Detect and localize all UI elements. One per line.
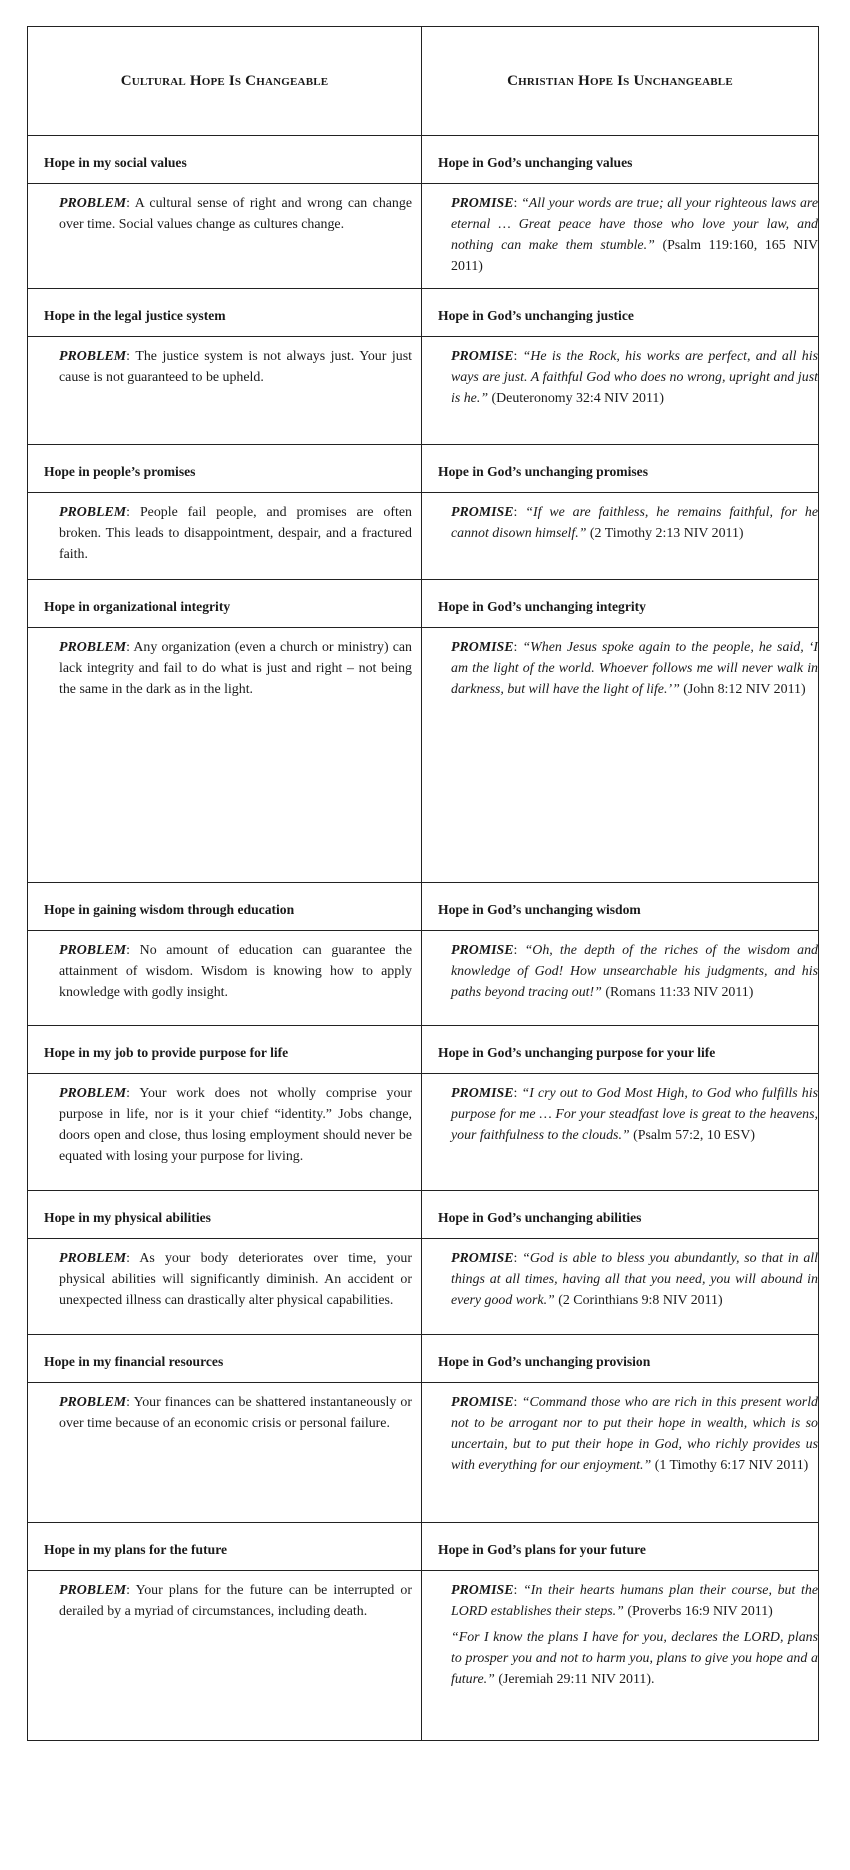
problem-cell: PROBLEM: A cultural sense of right and wrong can change over time. Social values change as cultures change. bbox=[28, 184, 422, 289]
promise-reference: (Psalm 57:2, 10 ESV) bbox=[629, 1128, 756, 1143]
table-row bbox=[28, 1523, 819, 1571]
table-row bbox=[28, 580, 819, 628]
promise-reference: (Romans 11:33 NIV 2011) bbox=[601, 985, 754, 1000]
table-row bbox=[28, 136, 819, 184]
problem-label: PROBLEM bbox=[59, 196, 127, 211]
problem-cell: PROBLEM: People fail people, and promises are often broken. This leads to disappointment, despair, and a fractured faith. bbox=[28, 493, 422, 580]
problem-label: PROBLEM bbox=[59, 943, 127, 958]
promise-reference: (Proverbs 16:9 NIV 2011) bbox=[623, 1604, 773, 1619]
promise-quote: “If we are faithless, he remains faithful, for he cannot disown himself.” bbox=[451, 505, 818, 541]
cultural-hope-heading: Hope in the legal justice system bbox=[28, 289, 422, 337]
table-row bbox=[28, 1026, 819, 1074]
table-row bbox=[28, 1239, 819, 1335]
christian-hope-heading: Hope in God’s unchanging abilities bbox=[422, 1191, 819, 1239]
promise-quote: “Command those who are rich in this present world not to be arrogant nor to put their hope in wealth, which is so uncertain, but to put their hope in God, who richly provides us with everything for our enjoyment.” bbox=[451, 1395, 819, 1473]
promise-reference-2: (Jeremiah 29:11 NIV 2011). bbox=[494, 1672, 655, 1687]
promise-cell: PROMISE: “Oh, the depth of the riches of the wisdom and knowledge of God! How unsearchable his judgments, and his paths beyond tracing out!” (Romans 11:33 NIV 2011) bbox=[422, 931, 819, 1026]
promise-cell: PROMISE: “In their hearts humans plan their course, but the LORD establishes their steps.” (Proverbs 16:9 NIV 2011) “For I know the plans I have for you, declares the LORD, plans to prosper you and not to harm you, plans to give you hope and a future.” (Jeremiah 29:11 NIV 2011). bbox=[422, 1571, 819, 1741]
cultural-hope-heading: Hope in people’s promises bbox=[28, 445, 422, 493]
problem-cell: PROBLEM: Your work does not wholly comprise your purpose in life, nor is it your chief “identity.” Jobs change, doors open and close, thus losing employment should never be equated with losing your purpose for living. bbox=[28, 1074, 422, 1191]
problem-label: PROBLEM bbox=[59, 349, 127, 364]
promise-label: PROMISE bbox=[451, 1583, 514, 1598]
christian-hope-heading: Hope in God’s unchanging promises bbox=[422, 445, 819, 493]
problem-text: No amount of education can guarantee the attainment of wisdom. Wisdom is knowing how to apply knowledge with godly insight. bbox=[59, 943, 412, 1000]
promise-cell: PROMISE: “All your words are true; all your righteous laws are eternal … Great peace have those who love your law, and nothing can make them stumble.” (Psalm 119:160, 165 NIV 2011) bbox=[422, 184, 819, 289]
christian-hope-heading: Hope in God’s plans for your future bbox=[422, 1523, 819, 1571]
column-header-cultural: Cultural Hope Is Changeable bbox=[28, 27, 422, 136]
promise-reference: (Psalm 119:160, 165 NIV 2011) bbox=[451, 238, 818, 274]
promise-quote: “When Jesus spoke again to the people, he said, ‘I am the light of the world. Whoever follows me will never walk in darkness, but will have the light of life.’” bbox=[451, 640, 818, 697]
table-row bbox=[28, 1571, 819, 1741]
promise-quote: “All your words are true; all your righteous laws are eternal … Great peace have those who love your law, and nothing can make them stumble.” bbox=[451, 196, 818, 253]
table-row bbox=[28, 289, 819, 337]
problem-label: PROBLEM bbox=[59, 505, 127, 520]
table-row bbox=[28, 184, 819, 289]
problem-cell: PROBLEM: Your plans for the future can be interrupted or derailed by a myriad of circumstances, including death. bbox=[28, 1571, 422, 1741]
table-header-row bbox=[28, 27, 819, 136]
cultural-hope-heading: Hope in my plans for the future bbox=[28, 1523, 422, 1571]
promise-reference: (1 Timothy 6:17 NIV 2011) bbox=[651, 1458, 809, 1473]
christian-hope-heading: Hope in God’s unchanging provision bbox=[422, 1335, 819, 1383]
problem-cell: PROBLEM: As your body deteriorates over time, your physical abilities will significantly diminish. An accident or unexpected illness can drastically alter physical capabilities. bbox=[28, 1239, 422, 1335]
table-row bbox=[28, 1074, 819, 1191]
document-page bbox=[27, 26, 818, 1741]
promise-cell: PROMISE: “When Jesus spoke again to the people, he said, ‘I am the light of the world. Whoever follows me will never walk in darkness, but will have the light of life.’” (John 8:12 NIV 2011) bbox=[422, 628, 819, 883]
table-row bbox=[28, 1335, 819, 1383]
cultural-hope-heading: Hope in organizational integrity bbox=[28, 580, 422, 628]
promise-cell: PROMISE: “He is the Rock, his works are perfect, and all his ways are just. A faithful God who does no wrong, upright and just is he.” (Deuteronomy 32:4 NIV 2011) bbox=[422, 337, 819, 445]
table-row bbox=[28, 445, 819, 493]
promise-label: PROMISE bbox=[451, 640, 514, 655]
christian-hope-heading: Hope in God’s unchanging justice bbox=[422, 289, 819, 337]
problem-text: As your body deteriorates over time, your physical abilities will significantly diminish. An accident or unexpected illness can drastically alter physical capabilities. bbox=[59, 1251, 412, 1308]
promise-cell: PROMISE: “Command those who are rich in this present world not to be arrogant nor to put their hope in wealth, which is so uncertain, but to put their hope in God, who richly provides us with everything for our enjoyment.” (1 Timothy 6:17 NIV 2011) bbox=[422, 1383, 819, 1523]
problem-text: The justice system is not always just. Your just cause is not guaranteed to be upheld. bbox=[59, 349, 413, 385]
promise-label: PROMISE bbox=[451, 505, 514, 520]
cultural-hope-heading: Hope in gaining wisdom through education bbox=[28, 883, 422, 931]
promise-cell: PROMISE: “If we are faithless, he remains faithful, for he cannot disown himself.” (2 Timothy 2:13 NIV 2011) bbox=[422, 493, 819, 580]
hope-comparison-table bbox=[27, 26, 819, 1741]
column-header-christian: Christian Hope Is Unchangeable bbox=[422, 27, 819, 136]
cultural-hope-heading: Hope in my physical abilities bbox=[28, 1191, 422, 1239]
problem-text: A cultural sense of right and wrong can change over time. Social values change as cultures change. bbox=[59, 196, 412, 232]
promise-reference: (2 Timothy 2:13 NIV 2011) bbox=[586, 526, 744, 541]
problem-cell: PROBLEM: The justice system is not always just. Your just cause is not guaranteed to be upheld. bbox=[28, 337, 422, 445]
table-row bbox=[28, 337, 819, 445]
christian-hope-heading: Hope in God’s unchanging purpose for your life bbox=[422, 1026, 819, 1074]
christian-hope-heading: Hope in God’s unchanging integrity bbox=[422, 580, 819, 628]
promise-quote: “I cry out to God Most High, to God who fulfills his purpose for me … For your steadfast love is great to the heavens, your faithfulness to the clouds.” bbox=[451, 1086, 818, 1143]
problem-cell: PROBLEM: Your finances can be shattered instantaneously or over time because of an economic crisis or personal failure. bbox=[28, 1383, 422, 1523]
problem-text: Your plans for the future can be interrupted or derailed by a myriad of circumstances, including death. bbox=[59, 1583, 412, 1619]
promise-quote: “God is able to bless you abundantly, so that in all things at all times, having all that you need, you will abound in every good work.” bbox=[451, 1251, 818, 1308]
problem-text: Any organization (even a church or ministry) can lack integrity and fail to do what is just and right – not being the same in the dark as in the light. bbox=[59, 640, 412, 697]
table-row bbox=[28, 493, 819, 580]
cultural-hope-heading: Hope in my job to provide purpose for life bbox=[28, 1026, 422, 1074]
problem-label: PROBLEM bbox=[59, 640, 127, 655]
christian-hope-heading: Hope in God’s unchanging wisdom bbox=[422, 883, 819, 931]
promise-cell: PROMISE: “God is able to bless you abundantly, so that in all things at all times, having all that you need, you will abound in every good work.” (2 Corinthians 9:8 NIV 2011) bbox=[422, 1239, 819, 1335]
table-row bbox=[28, 1383, 819, 1523]
problem-text: Your work does not wholly comprise your purpose in life, nor is it your chief “identity.” Jobs change, doors open and close, thus losing employment should never be equated with losing your purpose for living. bbox=[59, 1086, 412, 1164]
promise-label: PROMISE bbox=[451, 1395, 514, 1410]
table-row bbox=[28, 1191, 819, 1239]
problem-text: Your finances can be shattered instantaneously or over time because of an economic crisis or personal failure. bbox=[59, 1395, 412, 1431]
problem-label: PROBLEM bbox=[59, 1251, 127, 1266]
table-row bbox=[28, 628, 819, 883]
cultural-hope-heading: Hope in my financial resources bbox=[28, 1335, 422, 1383]
cultural-hope-heading: Hope in my social values bbox=[28, 136, 422, 184]
promise-label: PROMISE bbox=[451, 1086, 514, 1101]
problem-label: PROBLEM bbox=[59, 1395, 127, 1410]
promise-quote: “He is the Rock, his works are perfect, and all his ways are just. A faithful God who does no wrong, upright and just is he.” bbox=[451, 349, 818, 406]
problem-cell: PROBLEM: No amount of education can guarantee the attainment of wisdom. Wisdom is knowing how to apply knowledge with godly insight. bbox=[28, 931, 422, 1026]
promise-reference: (John 8:12 NIV 2011) bbox=[679, 682, 806, 697]
table-row bbox=[28, 931, 819, 1026]
promise-label: PROMISE bbox=[451, 943, 514, 958]
promise-label: PROMISE bbox=[451, 196, 514, 211]
promise-reference: (Deuteronomy 32:4 NIV 2011) bbox=[488, 391, 664, 406]
christian-hope-heading: Hope in God’s unchanging values bbox=[422, 136, 819, 184]
promise-quote-2: “For I know the plans I have for you, declares the LORD, plans to prosper you and not to harm you, plans to give you hope and a future.” bbox=[451, 1630, 818, 1687]
promise-reference: (2 Corinthians 9:8 NIV 2011) bbox=[554, 1293, 723, 1308]
problem-label: PROBLEM bbox=[59, 1583, 127, 1598]
promise-quote: “Oh, the depth of the riches of the wisdom and knowledge of God! How unsearchable his judgments, and his paths beyond tracing out!” bbox=[451, 943, 818, 1000]
promise-cell: PROMISE: “I cry out to God Most High, to God who fulfills his purpose for me … For your steadfast love is great to the heavens, your faithfulness to the clouds.” (Psalm 57:2, 10 ESV) bbox=[422, 1074, 819, 1191]
table-row bbox=[28, 883, 819, 931]
promise-label: PROMISE bbox=[451, 1251, 514, 1266]
problem-text: People fail people, and promises are often broken. This leads to disappointment, despair, and a fractured faith. bbox=[59, 505, 412, 562]
problem-cell: PROBLEM: Any organization (even a church or ministry) can lack integrity and fail to do what is just and right – not being the same in the dark as in the light. bbox=[28, 628, 422, 883]
promise-label: PROMISE bbox=[451, 349, 514, 364]
problem-label: PROBLEM bbox=[59, 1086, 127, 1101]
promise-quote: “In their hearts humans plan their course, but the LORD establishes their steps.” bbox=[451, 1583, 818, 1619]
